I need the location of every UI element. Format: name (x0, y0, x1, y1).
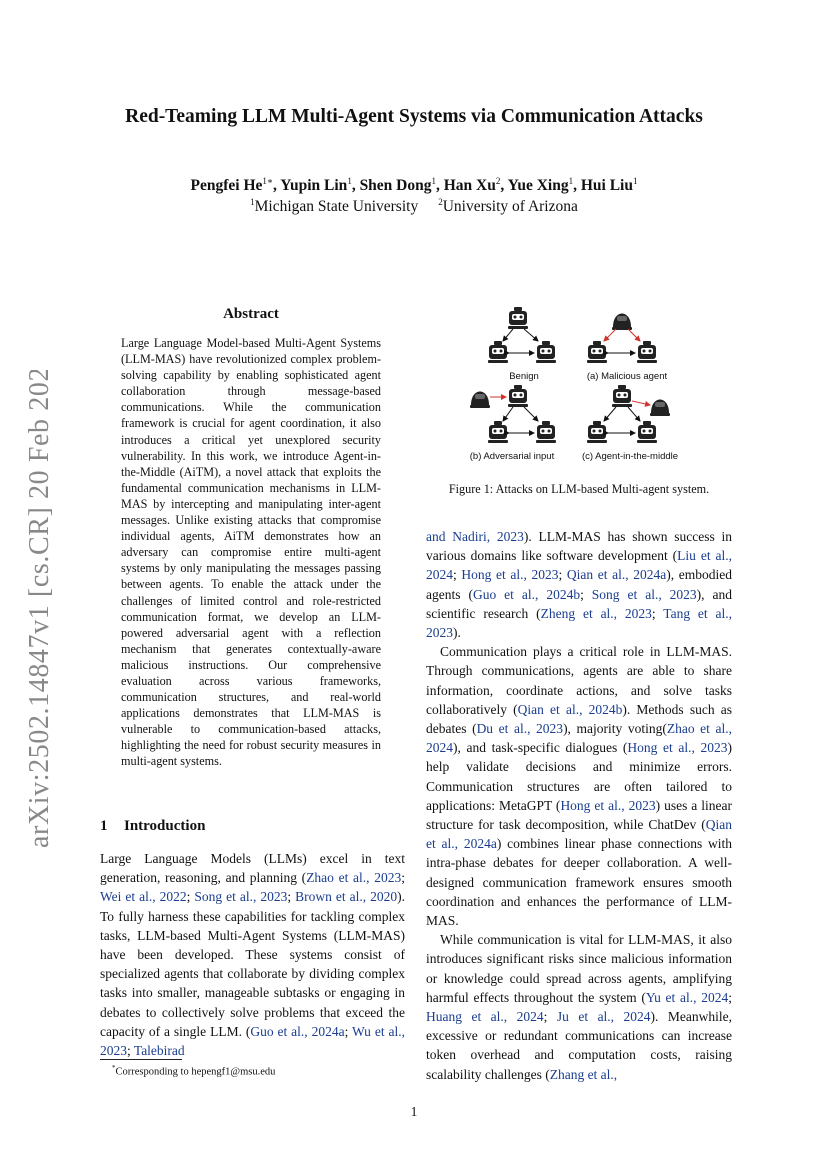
author-name: Han Xu (443, 177, 496, 195)
adversarial-input-diagram (470, 385, 556, 462)
citation-link[interactable]: Hong et al., 2023 (627, 740, 728, 756)
figure-1 (460, 305, 700, 465)
author-affiliation-mark: 1 (632, 176, 638, 186)
author-affiliation-mark: 1 (568, 176, 574, 186)
affiliation-name: Michigan State University (254, 198, 419, 216)
benign-diagram (488, 307, 556, 382)
author-name: Shen Dong (359, 177, 432, 195)
section-number: 1 (100, 818, 108, 834)
robot-icon (508, 307, 528, 329)
label-benign: Benign (509, 371, 539, 382)
section-heading (100, 818, 205, 835)
footnote (112, 1064, 275, 1078)
citation-link[interactable]: Talebirad (133, 1043, 185, 1059)
citation-link[interactable]: Huang et al., 2024 (426, 1009, 544, 1025)
agent-in-the-middle-diagram (582, 385, 678, 462)
intro-paragraph: While communication is vital for LLM-MAS, it also introduces significant risks since malicious information or knowledge could spread across agents, amplifying harmful effects throughout the system (Yu et al., 2024; Huang et al., 2024; Ju et al., 2024). Meanwhile, excessive or redundant communications can increase token overhead and computation costs, raising scalability challenges (Zhang et al., (426, 932, 732, 1082)
footnote-mark: * (112, 1064, 116, 1072)
citation-link[interactable]: Yu et al., 2024 (645, 989, 729, 1005)
author-list: Pengfei $He^{1∗}$, Yupin Lin$^1$, Shen Dong$^1$, Han Xu$^2$, Yue Xing$^1$, Hui Liu$^1$ (190, 176, 638, 195)
abstract-heading: Abstract (223, 306, 279, 322)
author-affiliation-mark: 2 (495, 176, 501, 186)
figure-caption: Figure 1: Attacks on LLM-based Multi-agent system. (448, 482, 710, 496)
affiliation-mark: 1 (250, 197, 255, 207)
paper-title: Red-Teaming LLM Multi-Agent Systems via Communication Attacks (125, 106, 703, 127)
footnote-text: Corresponding to hepengf1@msu.edu (115, 1066, 276, 1078)
hacker-icon (612, 314, 632, 331)
author-name: Yue Xing (507, 177, 569, 195)
robot-icon (587, 421, 607, 443)
affiliation-name: University of Arizona (442, 198, 578, 216)
robot-icon (536, 341, 556, 363)
citation-link[interactable]: Zhao et al., 2023 (306, 870, 402, 886)
citation-link[interactable]: Guo et al., 2024a (250, 1023, 345, 1039)
robot-icon (488, 341, 508, 363)
section-title: Introduction (124, 818, 206, 834)
citation-link[interactable]: Wu et al., 2023 (100, 1023, 405, 1059)
abstract-text: Large Language Model-based Multi-Agent Systems (LLM-MAS) have revolutionized complex problem-solving capability by enabling sophisticated agent collaboration through message-based communications. While the communication framework is crucial for agent coordination, it also introduces a critical yet unexplored security vulnerability. In this work, we introduce Agent-in-the-Middle (AiTM), a novel attack that exploits the fundamental communication mechanisms in LLM-MAS by intercepting and manipulating inter-agent messages. Unlike existing attacks that compromise individual agents, AiTM demonstrates how an adversary can compromise entire multi-agent systems by only manipulating the messages passing between agents. To enable the attack under the challenges of limited control and role-restricted communication format, we develop an LLM-powered adversarial agent with a reflection mechanism that generates contextually-aware malicious instructions. Our comprehensive evaluation across various frameworks, communication structures, and real-world applications demonstrates that LLM-MAS is vulnerable to communication-based attacks, highlighting the need for robust security measures in multi-agent systems. (121, 336, 381, 769)
robot-icon (637, 421, 657, 443)
intro-paragraph: Communication plays a critical role in LLM-MAS. Through communications, agents are able to share information, coordinate actions, and solve tasks collaboratively (Qian et al., 2024b). Methods such as debates (Du et al., 2023), majority voting(Zhao et al., 2024), and task-specific dialogues (Hong et al., 2023) help validate decisions and minimize errors. Communication structures are often tailored to applications: MetaGPT (Hong et al., 2023) uses a linear structure for task decomposition, while ChatDev (Qian et al., 2024a) combines linear phase connections with intra-phase debates for deeper collaboration. A well-designed communication framework ensures smooth coordination and enhances the performance of LLM-MAS. (426, 644, 733, 929)
author-affiliation-mark: 1 (431, 176, 436, 186)
robot-icon (536, 421, 556, 443)
citation-link[interactable]: Du et al., 2023 (476, 721, 564, 737)
label-malicious-agent: (a) Malicious agent (586, 371, 668, 382)
hacker-icon (470, 392, 490, 409)
intro-paragraph: Large Language Models (LLMs) excel in text generation, reasoning, and planning (Zhao et al., 2023; Wei et al., 2022; Song et al., 2023; Brown et al., 2020). To fully harness these capabilities for tackling complex tasks, LLM-based Multi-Agent Systems (LLM-MAS) have been developed. These systems consist of specialized agents that collaborate by dividing complex tasks into smaller, manageable subtasks or engaging in debates to collectively solve problems that exceed the capacity of a single LLM. (Guo et al., 2024a; Wu et al., 2023; Talebirad (100, 851, 405, 1059)
citation-link[interactable]: Hong et al., 2023 (461, 567, 559, 583)
citation-link[interactable]: Wei et al., 2022 (100, 889, 187, 905)
intro-left-column (100, 849, 405, 1060)
citation-link[interactable]: and Nadiri, 2023 (426, 529, 524, 544)
page-number: 1 (410, 1104, 418, 1119)
author-affiliation-mark: 1∗ (262, 176, 274, 186)
intro-paragraph: and Nadiri, 2023). LLM-MAS has shown success in various domains like software development (Liu et al., 2024; Hong et al., 2023; Qian et al., 2024a), embodied agents (Guo et al., 2024b; Song et al., 2023), and scientific research (Zheng et al., 2023; Tang et al., 2023). (426, 529, 733, 641)
citation-link[interactable]: Guo et al., 2024b (472, 586, 581, 602)
hacker-icon (650, 400, 670, 417)
citation-link[interactable]: Qian et al., 2024b (517, 701, 623, 717)
author-affiliation-mark: 1 (347, 176, 352, 186)
malicious-agent-diagram (587, 314, 668, 383)
robot-icon (508, 385, 528, 407)
citation-link[interactable]: Song et al., 2023 (591, 586, 697, 602)
arxiv-side-stamp (22, 370, 54, 850)
citation-link[interactable]: Liu et al., 2024 (426, 548, 733, 583)
robot-icon (637, 341, 657, 363)
citation-link[interactable]: Song et al., 2023 (194, 889, 288, 905)
author-name: Yupin Lin (280, 177, 348, 195)
affiliation-mark: 2 (438, 197, 443, 207)
citation-link[interactable]: Tang et al., 2023 (426, 605, 733, 641)
label-agent-in-the-middle: (c) Agent-in-the-middle (581, 451, 679, 462)
robot-icon (488, 421, 508, 443)
citation-link[interactable]: Ju et al., 2024 (556, 1009, 651, 1025)
citation-link[interactable]: Qian et al., 2024a (566, 567, 667, 583)
citation-link[interactable]: Zhang et al., (549, 1066, 618, 1082)
robot-icon (612, 385, 632, 407)
author-name: Pengfei He (190, 177, 263, 195)
intro-right-column (426, 527, 732, 1084)
citation-link[interactable]: Zhao et al., 2024 (426, 721, 732, 756)
affiliations (0, 197, 828, 216)
citation-link[interactable]: Brown et al., 2020 (295, 889, 398, 905)
citation-link[interactable]: Hong et al., 2023 (560, 797, 656, 813)
author-name: Hui Liu (580, 177, 633, 195)
arxiv-id-text: arXiv:2502.14847v1 [cs.CR] 20 Feb 2025 (24, 370, 54, 848)
citation-link[interactable]: Zheng et al., 2023 (540, 605, 652, 621)
label-adversarial-input: (b) Adversarial input (469, 451, 555, 462)
footnote-rule (100, 1059, 182, 1060)
citation-link[interactable]: Qian et al., 2024a (426, 817, 732, 852)
robot-icon (587, 341, 607, 363)
